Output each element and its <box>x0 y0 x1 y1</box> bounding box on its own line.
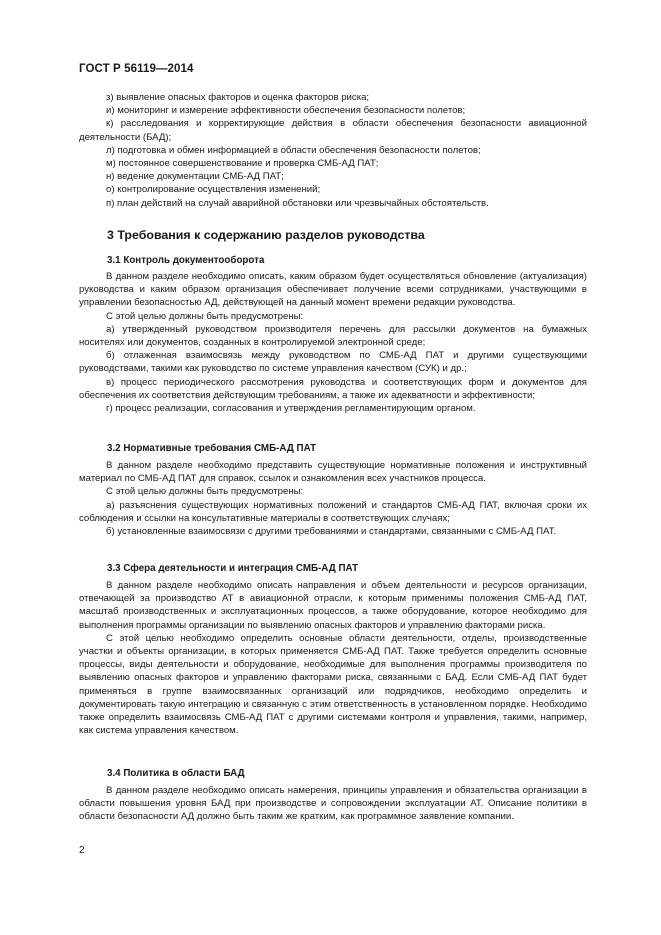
list-item: к) расследования и корректирующие действия в области обеспечения безопасности авиационной деятельности (БАД); <box>79 118 587 143</box>
paragraph: б) отлаженная взаимосвязь между руководством по СМБ-АД ПАТ и другими существующими руководствами, такими как руководство по системе управления качеством (СУК) и др.; <box>79 350 587 375</box>
list-item: и) мониторинг и измерение эффективности обеспечения безопасности полетов; <box>106 105 466 117</box>
document-header: ГОСТ Р 56119—2014 <box>79 63 194 75</box>
paragraph: С этой целью должны быть предусмотрены: <box>106 310 304 322</box>
paragraph: а) разъяснения существующих нормативных положений и стандартов СМБ-АД ПАТ, включая сроки их соблюдения и ссылки на консультативные материалы в соответствующих случаях; <box>79 499 587 524</box>
subsection-title: 3.4 Политика в области БАД <box>107 768 245 779</box>
subsection-body <box>79 270 587 415</box>
subsection-body <box>79 784 587 824</box>
section-title: 3 Требования к содержанию разделов руководства <box>107 228 425 242</box>
paragraph: б) установленные взаимосвязи с другими требованиями и стандартами, связанными с СМБ-АД ПАТ. <box>106 526 557 538</box>
paragraph: С этой целью необходимо определить основные области деятельности, отделы, производственные участки и объекты организации, в которых применяется СМБ-АД ПАТ. Также требуется определить основные процессы, виды деятельности и оборудование, необходимые для выполнения программы производителя по выявлению опасных факторов и управлению факторами риска, связанными с БАД. Если СМБ-АД ПАТ будет применяться в группе взаимосвязанных организаций или подрядчиков, необходимо определить и документировать такую интеграцию и связанную с этим ответственность в установленном порядке. Необходимо также определить взаимосвязь СМБ-АД ПАТ с другими системами контроля и управления, такими, например, как система управления качеством. <box>79 632 587 737</box>
page-number: 2 <box>79 845 85 856</box>
paragraph: С этой целью должны быть предусмотрены: <box>106 486 304 498</box>
subsection-title: 3.3 Сфера деятельности и интеграция СМБ-АД ПАТ <box>107 563 359 574</box>
list-item: о) контролирование осуществления изменений; <box>106 184 321 196</box>
list-item: л) подготовка и обмен информацией в области обеспечения безопасности полетов; <box>106 144 481 156</box>
subsection-body <box>79 459 587 538</box>
paragraph: а) утвержденный руководством производителя перечень для рассылки документов на бумажных носителях или документов, созданных в контролируемой электронной среде; <box>79 323 587 349</box>
paragraph: В данном разделе необходимо описать направления и объем деятельности и ресурсов организации, отвечающей за производство АТ в авиационной отрасли, к которым применимы положения СМБ-АД ПАТ, масштаб производственных и эксплуатационных процессов, а также оборудование, которое необходимо для выполнения программы организации по выявлению опасных факторов и управлению факторами риска. <box>79 580 587 631</box>
responsibilities-list <box>79 91 587 210</box>
list-item: з) выявление опасных факторов и оценка факторов риска; <box>106 92 370 103</box>
subsection-title: 3.2 Нормативные требования СМБ-АД ПАТ <box>107 443 317 454</box>
paragraph: г) процесс реализации, согласования и утверждения регламентирующим органом. <box>106 403 476 415</box>
paragraph: в) процесс периодического рассмотрения руководства и соответствующих форм и документов для обеспечения их соответствия действующим требованиям, а также их адекватности и эффективности; <box>79 376 587 401</box>
list-item: п) план действий на случай аварийной обстановки или чрезвычайных обстоятельств. <box>106 197 489 209</box>
paragraph: В данном разделе необходимо описать, каким образом будет осуществляться обновление (актуализация) руководства и каким образом организация обеспечивает получение всеми сотрудниками, участвующими в управлении безопасностью АД, действующей на данный момент времени редакции руководства. <box>79 271 587 309</box>
subsection-body <box>79 579 587 737</box>
subsection-title: 3.1 Контроль документооборота <box>107 255 265 266</box>
list-item: м) постоянное совершенствование и проверка СМБ-АД ПАТ; <box>106 158 379 170</box>
paragraph: В данном разделе необходимо описать намерения, принципы управления и обязательства организации в области повышения уровня БАД при производстве и сопровождении эксплуатации АТ. Описание политики в области безопасности АД должно быть таким же кратким, как программное заявление компании. <box>79 785 587 823</box>
paragraph: В данном разделе необходимо представить существующие нормативные положения и инструктивный материал по СМБ-АД ПАТ для справок, ссылок и ознакомления всех участников процесса. <box>79 460 587 485</box>
list-item: н) ведение документации СМБ-АД ПАТ; <box>106 171 284 183</box>
